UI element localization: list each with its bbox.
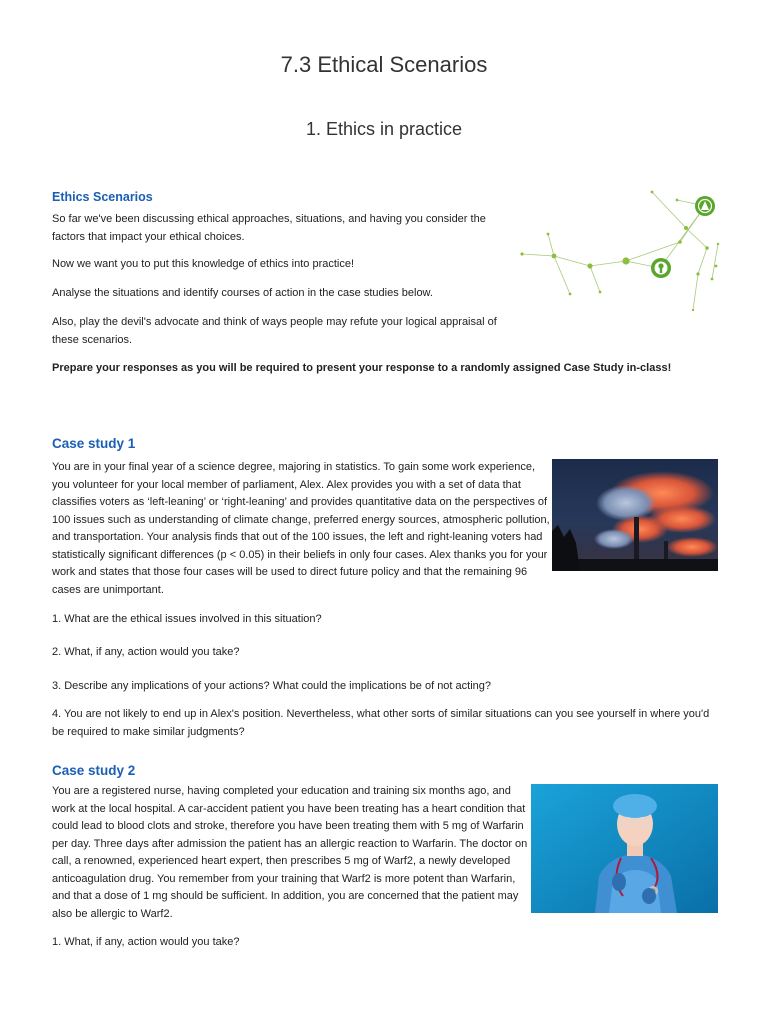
page-subtitle: 1. Ethics in practice bbox=[305, 119, 463, 139]
case-study-1-heading: Case study 1 bbox=[52, 436, 136, 451]
intro-paragraph: Analyse the situations and identify courses of action in the case studies below. bbox=[52, 287, 433, 299]
intro-paragraph: Also, play the devil's advocate and think of ways people may refute your logical appraisal of these scenarios. bbox=[52, 316, 497, 346]
page-title: 7.3 Ethical Scenarios bbox=[280, 52, 488, 77]
case-study-1-question: 4. You are not likely to end up in Alex's position. Nevertheless, what other sorts of similar situations can you see yourself in where you'd be required to make similar judgments? bbox=[52, 708, 710, 738]
case-study-1-question: 1. What are the ethical issues involved in this situation? bbox=[52, 613, 322, 625]
industrial-smoke-image bbox=[552, 459, 718, 571]
case-study-2-heading: Case study 2 bbox=[52, 763, 136, 778]
ethics-scenarios-heading: Ethics Scenarios bbox=[52, 190, 153, 204]
intro-paragraph: Now we want you to put this knowledge of ethics into practice! bbox=[52, 258, 355, 270]
network-graphic-image bbox=[512, 184, 720, 324]
case-study-2-question: 1. What, if any, action would you take? bbox=[52, 936, 240, 948]
case-study-1-question: 3. Describe any implications of your actions? What could the implications be of not acting? bbox=[52, 680, 492, 692]
case-study-1-text: You are in your final year of a science degree, majoring in statistics. To gain some work experience, you volunteer for your local member of parliament, Alex. Alex provides you with a set of data that classifies voters as ‘left-leaning’ or ‘right-leaning’ and provides quantitative data on the perspectives of 100 issues such as understanding of climate change, preferred energy sources, atmospheric pollution, and transportation. Your analysis finds that out of the 100 issues, the left and right-leaning voters had statistically significant differences (p < 0.05) in their beliefs in only four cases. Alex thanks you for your work and states that those four cases will be used to direct future policy and that the remaining 96 cases are unimportant. bbox=[52, 461, 550, 596]
case-study-2-text: You are a registered nurse, having completed your education and training six months ago, and work at the local hospital. A car-accident patient you have been treating has a heart condition that could lead to blood clots and stroke, therefore you have been treating them with 5 mg of Warfarin per day. Three days after admission the patient has an allergic reaction to Warfarin. The doctor on call, a renowned, experienced heart expert, then prescribes 5 mg of Warf2, a newly developed anticoagulation drug. You remember from your training that Warf2 is more potent than Warfarin, and that a dose of 1 mg should be sufficient. In addition, you are concerned that the patient may also be allergic to Warf2. bbox=[52, 785, 528, 920]
intro-paragraph: So far we've been discussing ethical approaches, situations, and having you consider the factors that impact your ethical choices. bbox=[52, 213, 486, 243]
case-study-1-question: 2. What, if any, action would you take? bbox=[52, 646, 240, 658]
nurse-stethoscope-image bbox=[531, 784, 718, 913]
instruction-bold: Prepare your responses as you will be required to present your response to a randomly assigned Case Study in-class! bbox=[52, 362, 672, 374]
